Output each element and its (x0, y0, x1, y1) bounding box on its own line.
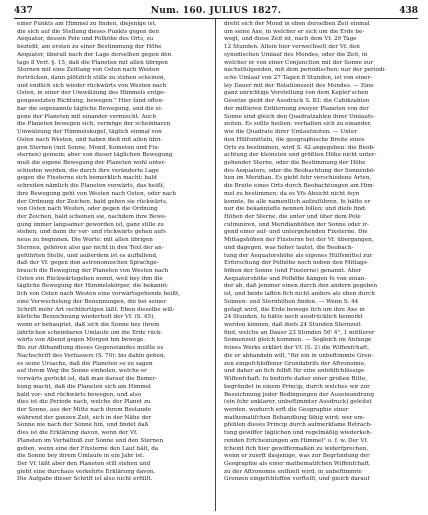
text-line: Orts zu bestimmen, wird S. 42 angegeben: die Beob- (224, 144, 375, 151)
text-line: schieden werden, die durch ihre veränderte Lage (17, 167, 159, 174)
text-line: ist, und beide laffen fich nicht anders als eben durch (224, 291, 375, 298)
text-line: gegen die Fixsterne sich bemerklich macht; bald (17, 175, 157, 182)
text-line: von Osten nach Westen, oder gegen die Ordnung (17, 206, 158, 213)
text-line: 24 Stunden, fo hätte noch ausdrücklich bemerkt (224, 314, 363, 321)
text-line: Grenzen eingefchloffen vorftellt, und gleich darauf (224, 476, 370, 483)
page-header (14, 5, 418, 17)
text-line: find, welche an Dauer 23 Stunden 56' 4", 1 mittlerer (224, 329, 375, 336)
text-line: Schrift mehr Art rechtfertigen läßt. Eben dieselbe will- (17, 306, 175, 313)
text-line: zeiten. Es sollte heißen: verhalten sich zu einander, (224, 121, 372, 128)
text-line: tung der Aequatorshöhe als eigenes Hülfsmittel zur (224, 252, 373, 259)
text-line: und daher an fich felbft für eine unfehlfchlüssige (224, 368, 365, 375)
text-line: die er abhandeln will, "für ein in unbeftimmte Gren- (224, 352, 374, 359)
text-line: Sternen mit eine Zeitlang von Osten nach Westen (17, 67, 160, 74)
text-line: Umwälzung der Himmelskugel, täglich einmal von (17, 129, 162, 136)
text-line: des Aequators, oder die Beobachtung der Sonnenhö- (224, 167, 376, 174)
text-line: hen im Meridian. Es giebt fehr verschiedene Arten, (224, 175, 372, 182)
text-line: der Ordnung der Zeichen, bald gehen sie rückwärts, (17, 198, 168, 205)
text-line: Planeten im Verhältniß zur Sonne und den Sternen (17, 437, 164, 444)
text-line: um seine Axe, in welcher er sich um die Erde be- (224, 28, 365, 35)
text-line: kürliche Bezeichnung wiederholt der Vf. (S. 45), (17, 314, 156, 321)
text-line: höhen der Sonne (und Fixsterne) genannt. Aber (224, 268, 362, 274)
text-line: die Planeten bewegen sich, vermöge der scheinbaren (17, 121, 171, 128)
text-line: Mittagshöhen der Fixsterne bei der Vf. übergangen, (224, 237, 374, 244)
text-line: daß der Vf. gegen den astronomischen Sprachge- (17, 260, 159, 267)
text-line: zu der Aftronomie enthielt wird, in unbeftimmte (224, 468, 362, 475)
text-line: Osten ein Rückwärtsgehen nennt, weil bey ihm die (17, 275, 163, 282)
text-line: mel zu bestimmen; da es Vfs Absicht nicht feyn (224, 190, 360, 197)
text-line: stehen, und dann ihr vor- und rückwärts gehen aufs (17, 229, 167, 236)
text-line: ley Dauer mit der Rotationszeit des Mondes. — Eine (224, 82, 374, 89)
left-column (17, 21, 210, 484)
text-line: Sonnenzeit gleich kommen. — Sogleich im Anfange (224, 337, 372, 344)
text-line: sche Umlauf von 27 Tagen 8 Stunden, ist von einer- (224, 75, 373, 82)
text-line: gehender Sterne, oder die Bestimmung der Höhe (224, 159, 366, 166)
text-line: der Sonne, aus der Mitte nach ihrem Bestande (17, 406, 152, 413)
text-line: die Sonne bey ihrem Umlaufe in ein Jahr ist. (17, 453, 145, 460)
text-line: wärts von Abend gegen Morgen hin bewege. (17, 337, 146, 344)
text-line: bald vor- und rückwärts bewegen, und also (17, 391, 141, 398)
text-line: tägliche Bewegung der Himmelskörper, die bekannt- (17, 283, 169, 290)
text-line: es seine Ursache, daß die Planeten so zu sagen (17, 360, 153, 367)
text-line: Osten, in einer der Umwälzung des Himmels entge- (17, 90, 166, 97)
text-line: lich von Osten nach Westen eine vorwärtsgehende heißt, (17, 291, 181, 298)
text-line: sternen) gemein; aber von dieser täglichen Bewegung (17, 152, 173, 159)
text-line: tung gewiffer täglichen und regelmäßig wiederkeh- (224, 430, 372, 437)
text-line: wegt, und diese Zeit ist, nach dem Vf. 29 Tage (224, 36, 357, 43)
text-line: nächstfolgenden, mit dem periodischen; nur der periodi- (224, 67, 387, 74)
text-line: dreht sich der Mond in eben derselben Zeit einmal (224, 21, 370, 27)
text-line: gen Sternen (mit Sonne, Mond, Kometen und Fix- (17, 144, 160, 151)
text-line: gung immer langsamer geworden ist, ganz stille zu (17, 221, 164, 228)
text-line: Sonne sind gleich den Quadratzahlen ihrer Umlaufs- (224, 113, 375, 120)
text-line: zen eingefchloffener Grundabrifs der Aftronomie, (224, 360, 366, 367)
text-line: wenn er zuerft dasjenige, was zur Begründung der (224, 453, 370, 460)
text-line: Geographie als einer mathematifchen Wiffenfchaft, (224, 460, 371, 467)
text-line: tags 8 Verf. §. 15, daß die Planeten mit allen übrigen (17, 59, 168, 66)
text-line: Aequator, dessen Pole und Polhöhe des Orts, zu (17, 36, 154, 43)
text-line: geführten Stelle, und außerdem ist es auffallend, (17, 252, 158, 259)
text-line: Der Vf. läßt aber den Planeten still stehen und (17, 460, 151, 467)
text-line: der ab, daß jemmer einen durch den andern gegeben (224, 283, 378, 290)
text-line: brauch die Bewegung der Planeten von Westen nach (17, 268, 169, 274)
text-line: Sternen, gehören also gar nicht in den Text der an- (17, 244, 164, 251)
text-line: ganz unrichtige Vorstellung von dem Kepler'schen (224, 90, 369, 97)
header-rule (14, 18, 418, 19)
text-line: achtung der kleinsten und größten Höhe nicht unter- (224, 152, 377, 159)
right-column (224, 21, 417, 484)
text-line: werden, wodurch erft die Geographie einer (224, 406, 349, 413)
text-line: Gesetze giebt der Ausdruck S. 83: die Cubikzahlen (224, 98, 370, 105)
text-line: Bezeichnung jeder Bedingungen der Auseinandrung (224, 391, 374, 398)
left-page-number: 437 (14, 6, 33, 16)
text-line: vorwärts gerückt ist, daß man darauf die Bemer- (17, 376, 158, 383)
text-line: den Hülfsmitteln, die geographische Breite eines (224, 136, 365, 143)
text-line: während der ganzen Zeit, sich in der Nähe der (17, 414, 152, 421)
text-line: und endlich sich wieder rückwärts von Westen nach (17, 82, 167, 89)
text-line: Höhen der Sterne, die unter und über dem Pole (224, 213, 361, 220)
text-line: wenn er behauptet, daß sich die Sonne bey ihrem (17, 322, 160, 329)
text-line: Osten nach Westen, und haben dieß mit allen übri- (17, 136, 163, 143)
text-line: synodischen Umlauf des Mondes, oder die Zeit, in (224, 51, 368, 58)
text-line: mathematifchen Behandlung fähig wird; wer em- (224, 414, 365, 421)
text-line: dies ist die Periode nach, welche der Planet zu (17, 399, 151, 406)
text-line: bar die sogenannte tägliche Bewegung, und die ei- (17, 105, 163, 112)
text-line: welcher er von einer Conjunction mit der Sonne zur (224, 59, 374, 66)
text-line: gengesetzten Richtung, bewegen." Hier fand offen- (17, 98, 164, 105)
text-line: gehen, wenn eine der Fixsterne den Lauf hält, da (17, 445, 159, 452)
text-line: Sonne nie nach der Sonne hin, und findet daß (17, 422, 149, 429)
text-line: fortrücken, dann plötzlich stille zu stehen scheinen, (17, 75, 166, 82)
text-line: gefagt wird, die Erde bewege fich um ihre Axe in (224, 306, 365, 313)
text-line: der Zeichen, bald scheinen sie, nachdem ihre Bewe- (17, 213, 167, 220)
text-line: culminiren, und Meridianhöhen der Sonne oder ir- (224, 221, 369, 228)
text-line: nur die bekanntefte nennen follen; und diefe find: (224, 206, 367, 213)
text-line: pfehlen dieses Princip durch aufmerkfame Betrach- (224, 422, 373, 429)
text-line: 12 Stunden. Allein hier verwechselt der Vf. den (224, 44, 360, 51)
text-line: neue zu beginnen. Die Worte: mit allen übrigen (17, 237, 153, 244)
text-line: gend einer auf- und untergehenden Fixsterne. Die (224, 229, 368, 236)
text-line: einer Punkts am Himmel zu finden, diejenige ist, (17, 21, 157, 27)
text-line: muß die eigene Bewegung der Planeten wohl unter- (17, 159, 167, 166)
text-line: fcheint fich hier gewiffermaßen zu widerfprechen, (224, 445, 369, 452)
text-line: wie die Quadrate ihrer Umlaufzeiten. — Unter (224, 129, 358, 136)
text-line: feines Werks erklärt der Vf. (S. 2) die Wiffenfchaft, (224, 345, 370, 352)
text-line: giebt eine durchaus verkehrte Erklärung davon. (17, 468, 156, 475)
text-line: der mittleren Entfernung zweyer Planeten von der (224, 105, 369, 112)
text-line: bezieht, am ersten zu einer Bestimmung der Höhe (17, 44, 162, 51)
text-line: begründet in einem Princip, durch welches wir zur (224, 383, 370, 390)
text-line: und dagegen, was hoher lautet, die Beobach- (224, 244, 354, 251)
right-page-number: 438 (399, 6, 418, 16)
text-line: ihre Bewegung geht von Westen nach Osten, oder nach (17, 190, 176, 197)
text-line: auf ihrem Weg die Sonne einholen, welche er (17, 368, 147, 375)
text-line: Aequator, überall nach der Lage derselben gegen den (17, 51, 172, 58)
text-line: gene der Planeten mit einander vermischt. Auch (17, 113, 156, 120)
issue-title: Num. 160. JULIUS 1827. (150, 6, 282, 16)
text-line: die Breite eines Orts durch Beobachtungen am Him- (224, 183, 375, 190)
text-line: schreiten nämlich die Planeten vorwärts, das heißt, (17, 183, 165, 190)
text-line: eine Verwechslung der Benennungen, die bei seiner (17, 298, 167, 305)
text-line: kung macht, daß die Planeten sich am Himmel (17, 383, 151, 390)
text-line: die sich auf die Stellung dieses Punkts gegen den (17, 28, 160, 35)
text-line: konnte, fie alle namentlich aufzuführen, fo hätte er (224, 198, 371, 205)
text-line: Erforschung der Polhöhe noch neben den Mittags- (224, 260, 369, 267)
text-line: Aequatorshöhe und Polhöhe hängen fo von einan- (224, 275, 367, 282)
text-line: Die Aufgabe dieser Schrift ist also nicht erfüllt. (17, 476, 153, 483)
text-line: (ein fehr unklarer, unbeftimmter Ausdruck) geleitet (224, 399, 372, 406)
text-line: Nachschrift des Verfassers (S. 70): bis dahin gehen, (17, 352, 166, 359)
text-line: werden können, daß diefs 24 Stunden Sternzeit (224, 322, 361, 329)
text-line: Bis zur Abhandlung dieses Gegenstandes mußte es (17, 345, 164, 352)
text-line: renden Erfcheinungen am Himmel" u. f. w. Der Vf. (224, 437, 369, 444)
text-line: dies ist die Erklärung davon, wenn der Vf. (17, 430, 138, 437)
text-line: Wiffenfchaft; fo bedürfe daher einer großen Bitte, (224, 376, 368, 383)
column-divider (215, 19, 216, 511)
text-line: Sonnen- und Sternhöhen finden. — Wenn S. 44 (224, 298, 359, 305)
text-line: jährlichen scheinbaren Umlaufe um die Erde rück- (17, 329, 163, 336)
